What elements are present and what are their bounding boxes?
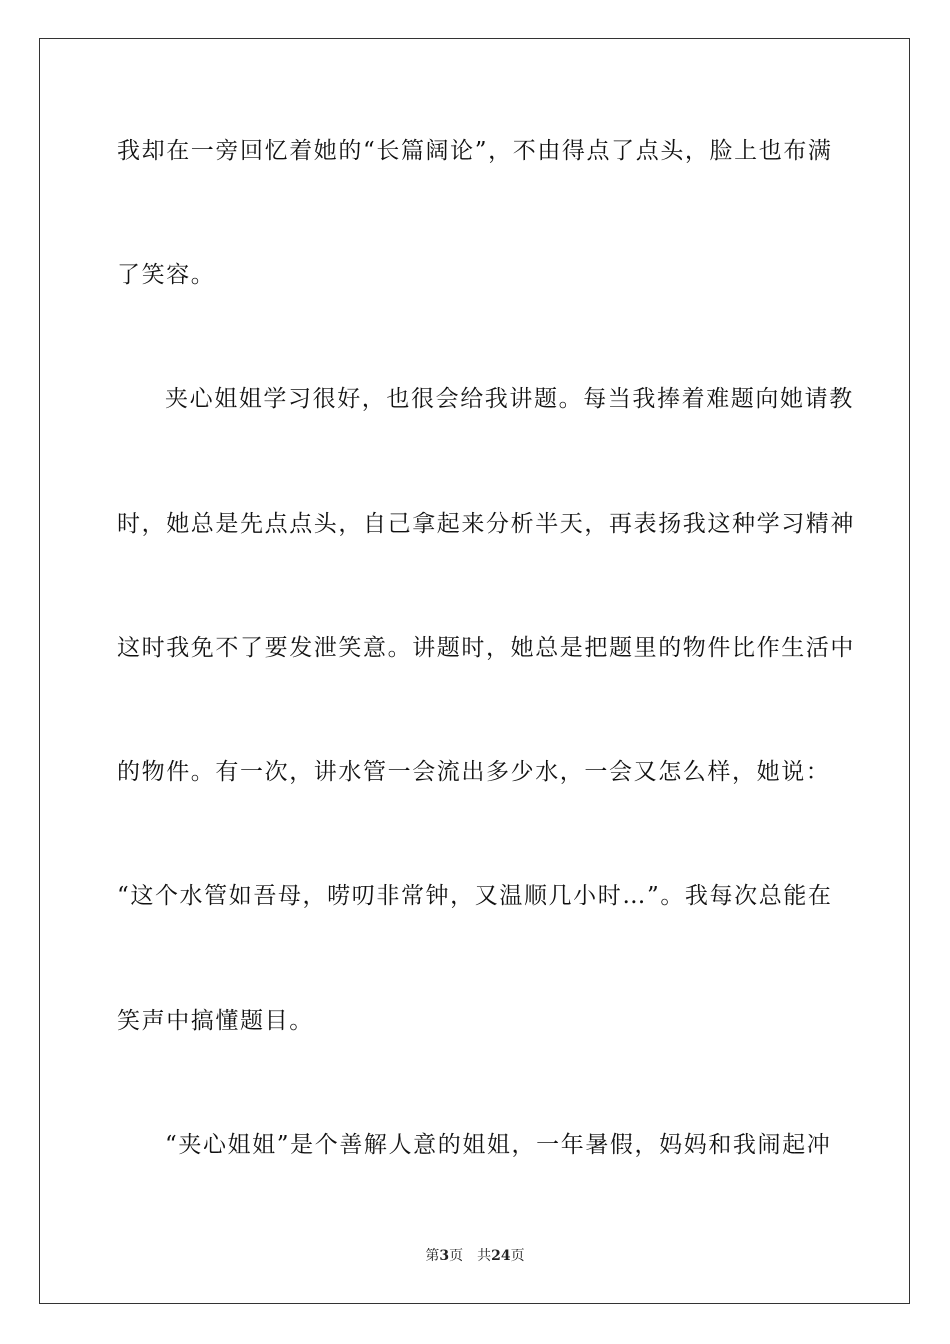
text-line: 我却在一旁回忆着她的“长篇阔论”，不由得点了点头，脸上也布满 <box>117 138 833 164</box>
text-line: “这个水管如吾母，唠叨非常钟，又温顺几小时…”。我每次总能在 <box>117 883 833 909</box>
total-pages: 24 <box>491 1248 511 1264</box>
text-line: 的物件。有一次，讲水管一会流出多少水，一会又怎么样，她说： <box>117 759 831 785</box>
page-border <box>39 38 910 1304</box>
text-line: 笑声中搞懂题目。 <box>117 1008 314 1034</box>
page-prefix: 第 <box>425 1248 440 1264</box>
total-suffix: 页 <box>510 1248 525 1264</box>
page-number: 3 <box>439 1248 450 1264</box>
paragraph-start-line: 夹心姐姐学习很好，也很会给我讲题。每当我捧着难题向她请教 <box>165 386 854 412</box>
text-line: 时，她总是先点点头，自己拿起来分析半天，再表扬我这种学习精神 <box>117 511 855 537</box>
text-line: 了笑容。 <box>117 262 216 288</box>
page-footer <box>0 1247 950 1265</box>
page-suffix: 页 <box>449 1248 464 1264</box>
text-line: 这时我免不了要发泄笑意。讲题时，她总是把题里的物件比作生活中 <box>117 635 855 661</box>
paragraph-start-line: “夹心姐姐”是个善解人意的姐姐，一年暑假，妈妈和我闹起冲 <box>165 1132 832 1158</box>
total-prefix: 共 <box>477 1248 492 1264</box>
